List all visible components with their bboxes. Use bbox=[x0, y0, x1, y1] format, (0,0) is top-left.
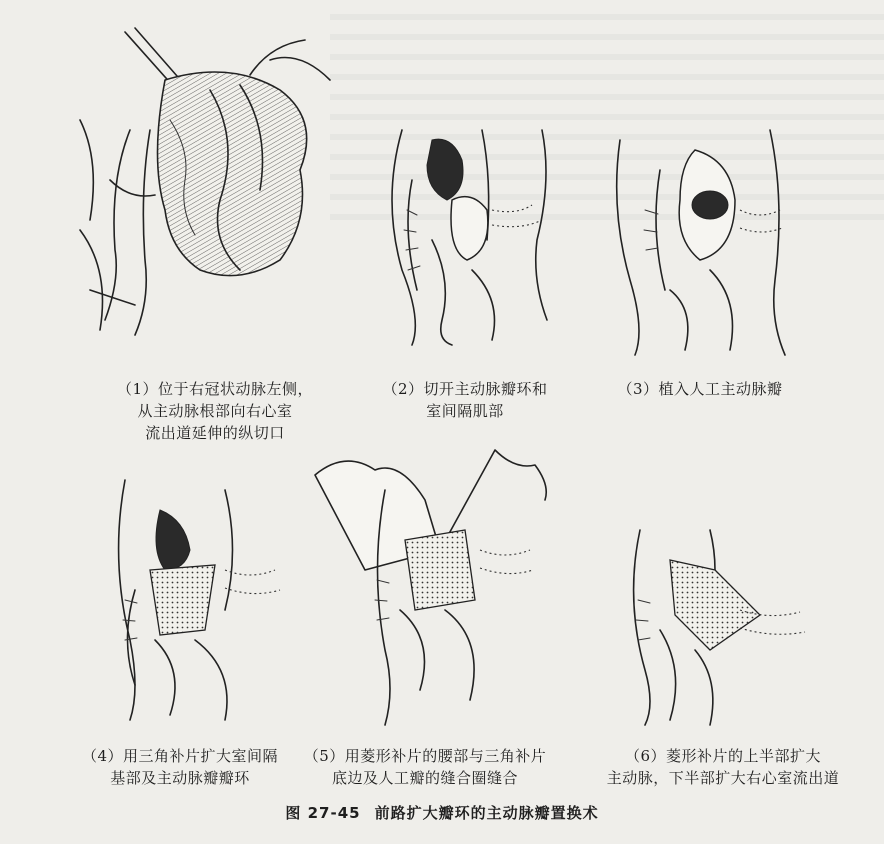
figure-caption bbox=[0, 802, 884, 823]
panel-6-caption-line: （6）菱形补片的上半部扩大 bbox=[624, 747, 822, 765]
panel-4-caption-line: （4）用三角补片扩大室间隔 bbox=[81, 747, 279, 765]
figure-title: 前路扩大瓣环的主动脉瓣置换术 bbox=[374, 804, 599, 822]
panel-1-illustration bbox=[70, 20, 340, 350]
panel-3-illustration bbox=[600, 110, 820, 360]
panel-1-caption-line: （1）位于右冠状动脉左侧， bbox=[116, 380, 314, 398]
panel-5-caption bbox=[295, 745, 555, 789]
panel-2-caption bbox=[365, 378, 565, 422]
panel-4-caption-line: 基部及主动脉瓣瓣环 bbox=[110, 769, 250, 787]
panel-2-caption-line: （2）切开主动脉瓣环和 bbox=[382, 380, 548, 398]
panel-4-illustration bbox=[75, 470, 305, 725]
panel-5-caption-line: 底边及人工瓣的缝合圈缝合 bbox=[331, 769, 518, 787]
panel-2-illustration bbox=[372, 120, 572, 350]
panel-6-caption-line: 主动脉，下半部扩大右心室流出道 bbox=[606, 769, 840, 787]
panel-3-caption bbox=[600, 378, 800, 400]
panel-1-caption bbox=[95, 378, 335, 444]
panel-1-caption-line: 流出道延伸的纵切口 bbox=[145, 424, 285, 442]
panel-3-caption-line: （3）植入人工主动脉瓣 bbox=[617, 380, 783, 398]
panel-5-illustration bbox=[305, 430, 565, 730]
panel-4-caption bbox=[65, 745, 295, 789]
panel-2-caption-line: 室间隔肌部 bbox=[426, 402, 504, 420]
panel-6-illustration bbox=[600, 520, 820, 730]
figure-number: 图 27-45 bbox=[285, 804, 361, 822]
panel-6-caption bbox=[578, 745, 868, 789]
panel-5-caption-line: （5）用菱形补片的腰部与三角补片 bbox=[303, 747, 547, 765]
panel-1-caption-line: 从主动脉根部向右心室 bbox=[137, 402, 293, 420]
